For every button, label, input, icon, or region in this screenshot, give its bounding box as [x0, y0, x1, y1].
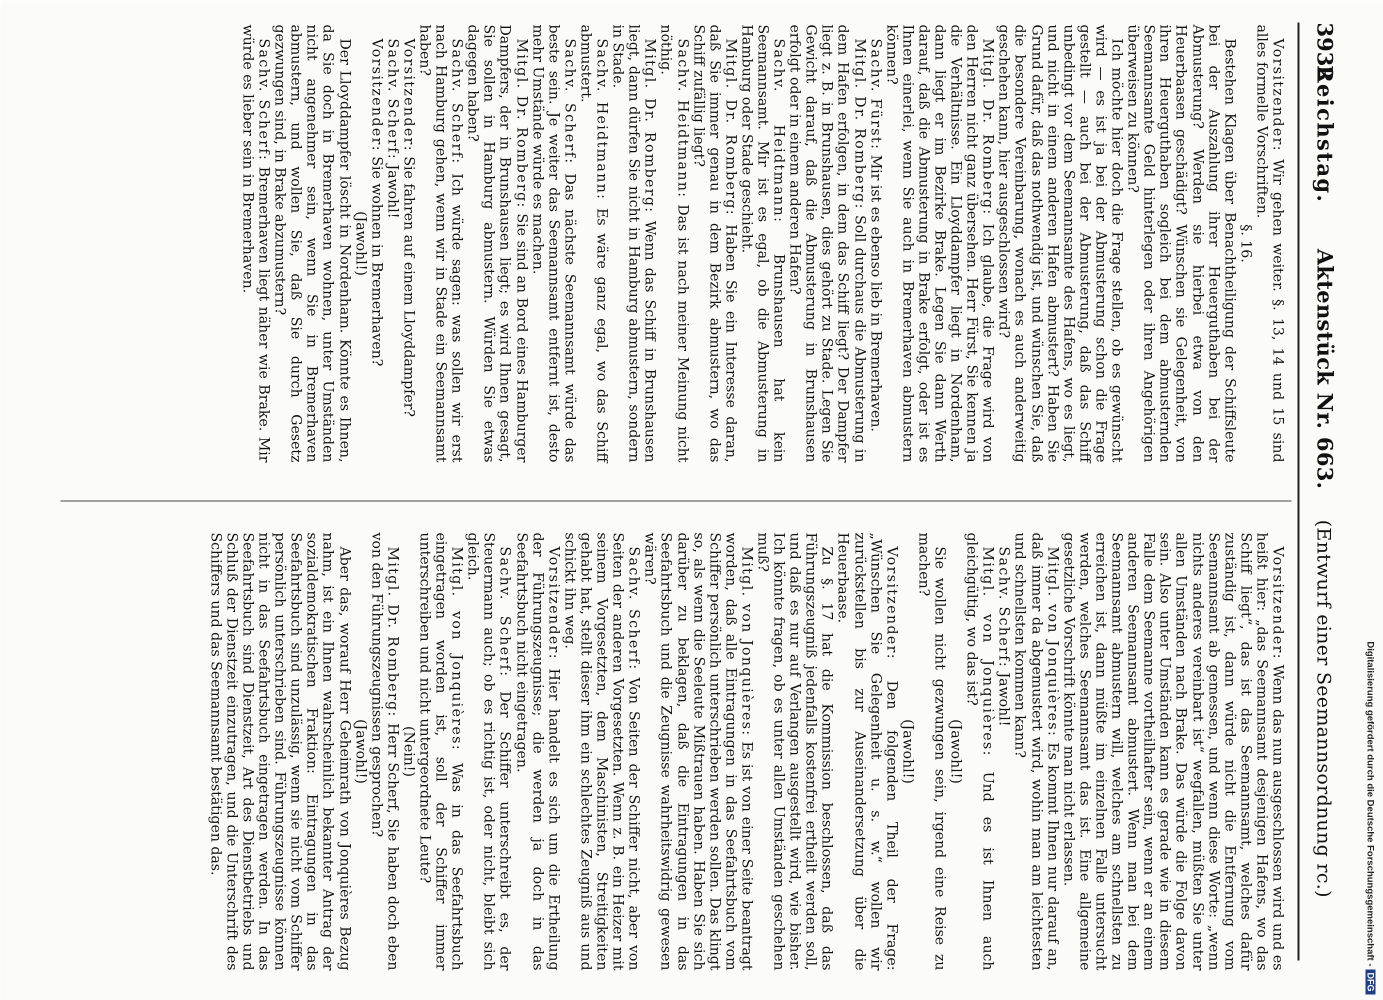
paragraph-text: Es kommt Ihnen nur darauf an, daß immer da abgemustert wird, wohin man am leichtesten und schnellsten kommen kann?: [1011, 532, 1060, 971]
speaker-name: Mitgl. Dr. Romberg:: [850, 38, 867, 210]
speaker-name: Mitgl. von Jonquières:: [448, 546, 465, 751]
paragraph: [368, 532, 400, 970]
centered-line: (Jawohl!): [898, 718, 915, 784]
running-title-subtitle: (Entwurf einer Seemannsordnung rc.): [1312, 519, 1334, 898]
paragraph: [416, 24, 464, 462]
paragraph: [207, 532, 352, 970]
speaker-name: Sachv. Heidtmann:: [770, 38, 787, 223]
paragraph: [1253, 24, 1285, 462]
paragraph-text: Sie sind an Bord eines Hamburger Dampfers, der in Brunshausen liegt; es wird Ihnen gesagt, Sie sollen in Hamburg abmustern. Würden Sie etwas dagegen haben?: [464, 24, 529, 462]
paragraph-text: Sie wollen nicht gezwungen sein, irgend eine Reise zu machen?: [914, 532, 948, 970]
speaker-name: Mitgl. Dr. Romberg:: [512, 38, 529, 209]
centered-line: (Nein!): [399, 725, 416, 777]
paragraph: [416, 532, 464, 970]
paragraph-text: Bestehen Klagen über Benachtheiligung der Schiffsleute bei der Auszahlung ihrer Heuerguthaben bei der Abmusterung? Werden sie hierbei etwa von den Heuerbaasen geschädigt? Wünschen sie Gelegenheit, von ihren Heuerguthaben sogleich bei dem abmusternden Seemannsamte Geld hinterlegen oder ihren Angehörigen überweisen zu können?: [1124, 24, 1237, 462]
speaker-name: Mitgl. Dr. Romberg:: [979, 38, 996, 216]
paragraph-text: Den folgenden Theil der Frage: „Wünschen Sie Gelegenheit u. s. w.“ wollen wir zurückstellen bis zur Auseinandersetzung über die Heuerbaase.: [834, 532, 899, 970]
speaker-name: Mitgl. Dr. Romberg:: [641, 38, 658, 213]
paragraph-text: Von Seiten der Schiffer nicht, aber von Seiten der anderen Vorgesetzten. Wenn z. B. ein Heizer mit seinem Vorgesetzten, dem Maschinisten, Streitigkeiten gehabt hat, stellt dieser ihm ein schlechtes Zeugniß aus und schickt ihn weg.: [560, 532, 642, 970]
speaker-name: Sachv. Scherf:: [383, 38, 400, 160]
paragraph-text: Ich möchte hier doch die Frage stellen, ob es gewünscht wird — es ist ja bei der Abmusterung schon die Frage gestellt — auch bei der Abmusterung, daß das Schiff unbedingt vor dem Seemannsamte des Hafens, wo es liegt, und nicht in einem anderen Hafen abmustert? Haben Sie Grund dafür, daß das nothwendig ist, und wünschen Sie, daß die besondere Vereinbarung, wonach es auch anderweitig geschehen kann, hier ausgeschlossen wird?: [995, 24, 1125, 462]
paragraph: [883, 24, 996, 462]
left-column: [55, 24, 1285, 462]
paragraph-text: Haben Sie ein Interesse daran, daß Sie immer genau in dem Bezirk abmustern, wo das Schiff zufällig liegt?: [689, 24, 738, 462]
paragraph-text: Es ist von einer Seite beantragt worden, daß alle Eintragungen in das Seefahrtsbuch vom Schiffer persönlich unterschrieben werden sollen. Das klingt so, als wenn die Seeleute Mißtrauen haben. Haben Sie sich darüber zu beklagen, daß die Eintragungen in das Seefahrtsbuch und die Zeugnisse wahrheitswidrig gewesen wären?: [641, 532, 754, 970]
paragraph: [915, 532, 947, 970]
paragraph-text: Soll durchaus die Abmusterung in dem Hafen erfolgen, in dem das Schiff liegt? Der Dampfer liegt z. B. in Brunshausen, dies gehört zu Stade. Legen Sie Gewicht darauf, daß die Abmusterung in Brunshausen erfolgt oder in einem anderen Hafen?: [786, 24, 867, 463]
paragraph: [464, 532, 512, 970]
paragraph: [529, 24, 577, 462]
paragraph: [1124, 24, 1237, 462]
speaker-name: Sachv. Scherf:: [448, 38, 465, 164]
speaker-name: Sachv. Scherf:: [496, 546, 513, 677]
paragraph: [754, 532, 834, 970]
speaker-name: Vorsitzender:: [1269, 38, 1285, 152]
paragraph-text: Ich würde sagen: was sollen wir erst nach Hamburg gehen, wenn wir in Stade ein Seemannsamt haben?: [416, 24, 465, 462]
speaker-name: Sachv. Scherf:: [625, 546, 642, 671]
centered-line: §. 16.: [1236, 223, 1253, 263]
paragraph-text: Hier handelt es sich um die Ertheilung der Führungszeugnisse; die werden ja doch in das Seefahrtsbuch nicht eingetragen.: [512, 532, 561, 971]
centered-line: (Jawohl!): [351, 210, 368, 276]
paragraph-text: Ich glaube, die Frage wird von den Herren nicht ganz übersehen. Herr Fürst, Sie kennen ja die Verhältnisse. Ein Lloyddampfer liegt in Nordenham, dann liegt er im Bezirke Brake. Legen Sie dann Werth darauf, daß die Abmusterung in Brake erfolgt, oder ist es Ihnen einerlei, wenn Sie auch in Bremerhaven abmustern können?: [882, 24, 996, 462]
paragraph: [384, 24, 400, 462]
paragraph: [513, 532, 561, 970]
paragraph: [834, 532, 898, 970]
running-title: [1312, 22, 1337, 940]
paragraph-text: Es wäre ganz egal, wo das Schiff abmustert.: [576, 24, 610, 463]
paragraph-text: Und es ist Ihnen auch gleichgültig, wo das ist?: [963, 532, 996, 970]
speaker-name: Mitgl. von Jonquières:: [1043, 546, 1060, 737]
centered-line: (Jawohl!): [351, 718, 368, 784]
paragraph: [641, 532, 754, 970]
paragraph-text: Wenn das nun ausgeschlossen wird und es heißt hier: „das Seemannsamt desjenigen Hafens, wo das Schiff liegt“, das ist das Seemannsamt, welches dafür zuständig ist, dann würde nicht die Entfernung vom Seemannsamt ab gemessen, und wenn diese Worte: „wenn nichts anderes vereinbart ist“ wegfallen, müßten Sie unter allen Umständen nach Brake. Das würde die Folge davon sein. Also unter Umständen kann es gerade wie in diesem Falle dem Seemanne vortheilhafter sein, wenn er an einem anderen Seemannsamt abmustert. Wenn man bei dem Seemannsamt abmustern will, welches am schnellsten zu erreichen ist, dann müßte im einzelnen Falle untersucht werden, welches Seemannsamt das ist. Eine allgemeine gesetzliche Vorschrift könnte man nicht erlassen.: [1059, 532, 1285, 970]
speaker-name: Mitgl. von Jonquières:: [979, 546, 996, 757]
speaker-name: Vorsitzender:: [399, 38, 416, 152]
paragraph: [1060, 532, 1285, 970]
paragraph-text: Wenn das Schiff in Brunshausen liegt, dann dürfen Sie nicht in Hamburg abmustern, sondern in Stade.: [609, 24, 658, 463]
running-title-center: Aktenstück Nr. 663.: [1312, 248, 1337, 489]
paragraph-text: Herr Scherf, Sie haben doch eben von den Führungszeugnissen gesprochen?: [367, 532, 400, 970]
paragraph-text: Der Schiffer unterschreibt es, der Steuermann auch; ob es richtig ist, oder nicht, bleibt sich gleich.: [464, 532, 513, 971]
speaker-name: Sachv. Heidtmann:: [673, 38, 690, 198]
centered-line: (Jawohl!): [947, 718, 964, 784]
speaker-name: Mitgl. Dr. Romberg:: [721, 38, 738, 216]
paragraph: [867, 24, 883, 462]
credit-text: Digitalisierung gefördert durch die Deutsche Forschungsgemeinschaft -: [1364, 640, 1375, 966]
paragraph-text: Jawohl!: [995, 672, 1012, 726]
right-column: [55, 532, 1285, 970]
speaker-name: Sachv. Scherf:: [995, 546, 1012, 668]
digitization-credit: [1364, 641, 1375, 994]
paragraph: [963, 532, 995, 970]
speaker-name: Vorsitzender:: [1269, 546, 1285, 660]
speaker-name: Mitgl. von Jonquières:: [737, 546, 754, 737]
paragraph: [464, 24, 528, 462]
column-divider: [60, 500, 1291, 501]
paragraph-text: Sie wohnen in Bremerhaven?: [367, 155, 384, 366]
paragraph-text: Das ist nach meiner Meinung nicht nöthig.: [657, 24, 690, 462]
paragraph-text: Was in das Seefahrtsbuch eingetragen worden ist, soll der Schiffer immer unterschreiben und nicht untergeordnete Leute?: [416, 532, 465, 971]
speaker-name: Sachv. Heidtmann:: [593, 38, 610, 200]
paragraph: [609, 24, 657, 462]
paragraph: [561, 532, 641, 970]
paragraph-text: Wir gehen weiter. §. 13, 14 und 15 sind alles formelle Vorschriften.: [1252, 24, 1285, 463]
speaker-name: Sachv. Scherf:: [255, 38, 272, 161]
paragraph: [786, 24, 866, 462]
paragraph-text: Mir ist es ebenso lieb in Bremerhaven.: [866, 154, 883, 432]
paragraph: [738, 24, 786, 462]
running-title-left: Reichstag.: [1312, 64, 1337, 203]
paragraph: [1011, 532, 1059, 970]
paragraph: [577, 24, 609, 462]
paragraph: [271, 24, 351, 462]
speaker-name: Sachv. Fürst:: [866, 38, 883, 150]
speaker-name: Vorsitzender:: [367, 38, 384, 152]
paragraph: [995, 532, 1011, 970]
paragraph-text: Jawohl!: [383, 164, 400, 218]
paragraph-text: Das nächste Seemannsamt würde das beste sein. Je weiter das Seemannsamt entfernt ist, desto mehr Umstände würde es machen.: [528, 24, 577, 462]
paragraph: [690, 24, 738, 462]
speaker-name: Mitgl. Dr. Romberg:: [383, 546, 400, 718]
paragraph-text: Aber das, worauf Herr Geheimrath von Jonquières Bezug nahm, ist ein Ihnen wahrscheinlich bekannter Antrag der sozialdemokratischen Fraktion: Eintragungen in das Seefahrtsbuch sind unzulässig, wenn sie nicht vom Schiffer persönlich unterschrieben sind. Führungszeugnisse können nicht in das Seefahrtsbuch eingetragen werden. In das Seefahrtsbuch sind Dienstzeit, Art des Dienstbetriebs und Schluß der Dienstzeit einzutragen, und die Unterschrift des Schiffers und das Seemannsamt bestätigen das.: [206, 532, 352, 970]
paragraph: [995, 24, 1124, 462]
paragraph: [657, 24, 689, 462]
paragraph-text: Brunshausen hat kein Seemannsamt. Mir ist es egal, ob die Abmusterung in Hamburg oder Stade geschieht.: [737, 24, 787, 462]
paragraph-text: Zu §. 17 hat die Kommission beschlossen, daß das Führungszeugniß jedenfalls kostenfrei ertheilt werden soll, und daß es nur auf Verlangen ausgestellt wird, wie bisher. Ich könnte fragen, ob es unter allen Umständen geschehen muß?: [754, 532, 835, 970]
header-rule: [1297, 22, 1299, 960]
paragraph: [368, 24, 384, 462]
speaker-name: Sachv. Scherf:: [560, 38, 577, 164]
speaker-name: Vorsitzender:: [544, 546, 561, 660]
paragraph: [239, 24, 271, 462]
paragraph: [400, 24, 416, 462]
page-header: [1307, 22, 1337, 940]
speaker-name: Vorsitzender:: [882, 546, 899, 660]
page-number: 3932: [1312, 22, 1337, 81]
paragraph-text: Bremerhaven liegt näher wie Brake. Mir würde es lieber sein in Bremerhaven.: [239, 24, 272, 463]
paragraph-text: Der Lloyddampfer löscht in Nordenham. Könnte es Ihnen, da Sie doch in Bremerhaven wohnen, unter Umständen nicht angenehmer sein, wenn Sie in Bremerhaven abmustern, und wollen Sie, daß Sie durch Gesetz gezwungen sind, in Brake abzumustern?: [271, 24, 352, 462]
paragraph-text: Sie fahren auf einem Lloyddampfer?: [399, 155, 416, 417]
dfg-logo: DFG: [1365, 969, 1375, 994]
